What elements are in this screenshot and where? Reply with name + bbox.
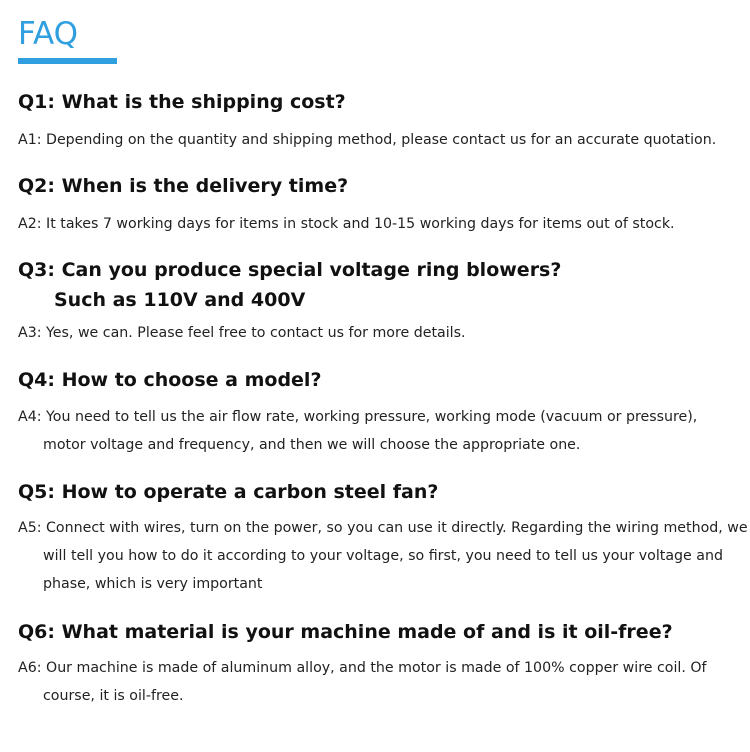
- faq-question-2: Q2: When is the delivery time?: [18, 175, 349, 197]
- faq-question-3: Q3: Can you produce special voltage ring blowers? Such as 110V and 400V: [18, 259, 562, 311]
- faq-answer-4: A4: You need to tell us the air flow rate, working pressure, working mode (vacuum or pressure), motor voltage and frequency, and then we will choose the appropriate one.: [18, 409, 698, 453]
- faq-question-5: Q5: How to operate a carbon steel fan?: [18, 481, 439, 503]
- title-underline: [18, 58, 117, 64]
- faq-header: [18, 14, 78, 54]
- faq-question-4: Q4: How to choose a model?: [18, 369, 322, 391]
- page-title: FAQ: [18, 16, 79, 52]
- faq-answer-6: A6: Our machine is made of aluminum alloy, and the motor is made of 100% copper wire coil. Of course, it is oil-free.: [18, 660, 707, 704]
- faq-answer-2: A2: It takes 7 working days for items in stock and 10-15 working days for items out of stock.: [18, 216, 675, 232]
- faq-question-6: Q6: What material is your machine made of and is it oil-free?: [18, 621, 673, 643]
- faq-answer-3: A3: Yes, we can. Please feel free to contact us for more details.: [18, 325, 466, 341]
- faq-answer-5: A5: Connect with wires, turn on the power, so you can use it directly. Regarding the wiring method, we will tell you how to do it according to your voltage, so first, you need to tell us your voltage and phase, which is very important: [18, 520, 748, 592]
- faq-question-1: Q1: What is the shipping cost?: [18, 91, 346, 113]
- faq-answer-1: A1: Depending on the quantity and shipping method, please contact us for an accurate quotation.: [18, 132, 717, 148]
